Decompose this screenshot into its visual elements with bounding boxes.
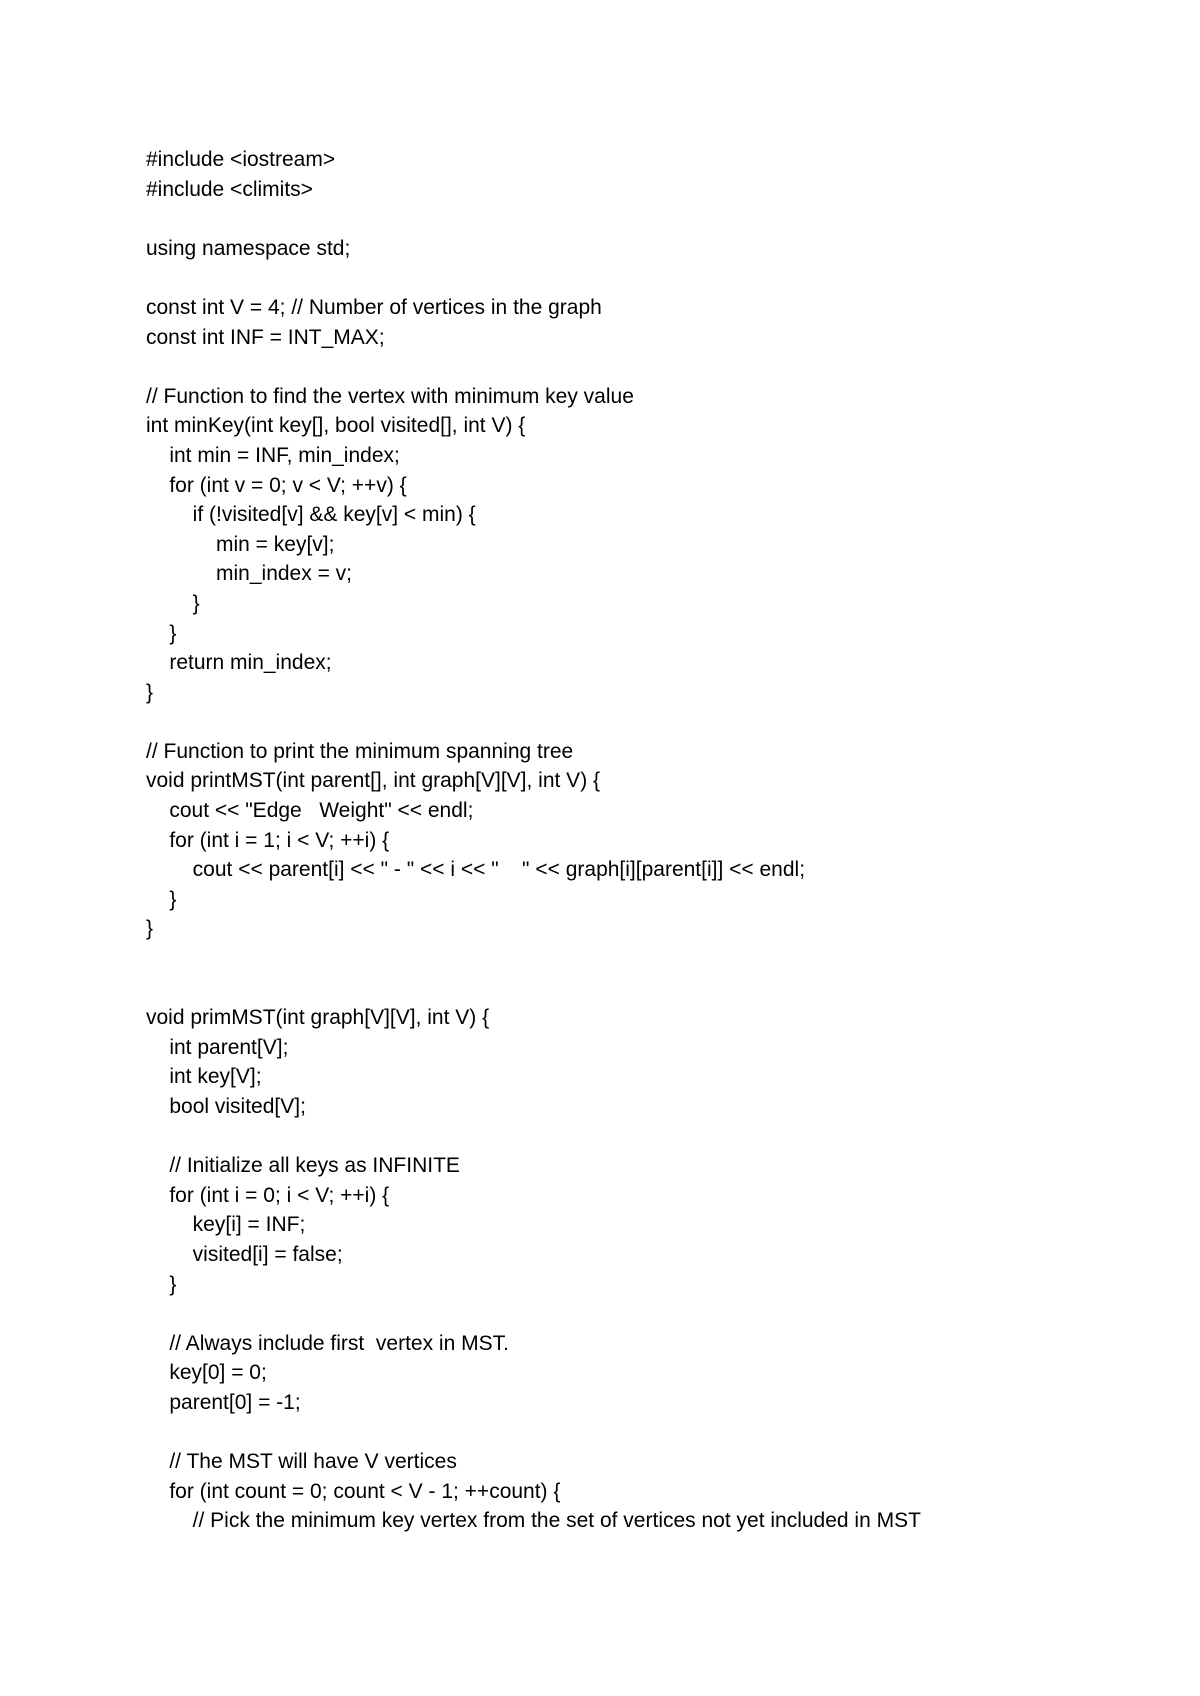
code-line: void printMST(int parent[], int graph[V][V], int V) { bbox=[146, 769, 601, 793]
code-line: // The MST will have V vertices bbox=[146, 1450, 457, 1474]
code-line: for (int i = 1; i < V; ++i) { bbox=[146, 828, 390, 852]
code-line: bool visited[V]; bbox=[146, 1095, 306, 1118]
code-line: key[0] = 0; bbox=[146, 1361, 267, 1385]
code-line: parent[0] = -1; bbox=[146, 1390, 301, 1414]
code-line: #include <climits> bbox=[146, 177, 313, 201]
code-line: int key[V]; bbox=[146, 1065, 262, 1089]
code-line: if (!visited[v] && key[v] < min) { bbox=[146, 503, 476, 527]
code-line: const int V = 4; // Number of vertices in the graph bbox=[146, 295, 602, 319]
code-line: int min = INF, min_index; bbox=[146, 443, 400, 467]
code-line: key[i] = INF; bbox=[146, 1213, 306, 1237]
code-line: cout << "Edge Weight" << endl; bbox=[146, 799, 474, 823]
code-line bbox=[146, 352, 1146, 382]
code-line: using namespace std; bbox=[146, 236, 351, 260]
code-line: // Pick the minimum key vertex from the set of vertices not yet included in MST bbox=[146, 1509, 921, 1533]
code-line: return min_index; bbox=[146, 651, 332, 675]
code-line bbox=[146, 1418, 1146, 1448]
code-line: for (int i = 0; i < V; ++i) { bbox=[146, 1183, 390, 1207]
code-listing bbox=[146, 145, 1146, 1536]
code-line: int parent[V]; bbox=[146, 1035, 289, 1059]
code-line: // Function to print the minimum spanning tree bbox=[146, 739, 574, 763]
code-line: for (int count = 0; count < V - 1; ++count) { bbox=[146, 1479, 561, 1503]
code-line: cout << parent[i] << " - " << i << " " << graph[i][parent[i]] << endl; bbox=[146, 858, 806, 882]
code-line: #include <iostream> bbox=[146, 148, 336, 171]
code-line: // Initialize all keys as INFINITE bbox=[146, 1154, 460, 1178]
code-line bbox=[146, 707, 1146, 737]
code-line: } bbox=[146, 680, 154, 704]
code-line: min = key[v]; bbox=[146, 532, 335, 556]
code-line bbox=[146, 944, 1146, 974]
code-line: } bbox=[146, 591, 200, 615]
code-line: for (int v = 0; v < V; ++v) { bbox=[146, 473, 407, 497]
code-line bbox=[146, 263, 1146, 293]
code-line: min_index = v; bbox=[146, 562, 353, 586]
code-line: } bbox=[146, 621, 177, 645]
code-line: } bbox=[146, 917, 154, 941]
code-line: } bbox=[146, 1272, 177, 1296]
code-line bbox=[146, 204, 1146, 234]
code-line: const int INF = INT_MAX; bbox=[146, 325, 385, 349]
code-line: void primMST(int graph[V][V], int V) { bbox=[146, 1006, 490, 1030]
code-line: } bbox=[146, 887, 177, 911]
code-line: // Always include first vertex in MST. bbox=[146, 1331, 509, 1355]
code-line: visited[i] = false; bbox=[146, 1242, 343, 1266]
code-line bbox=[146, 974, 1146, 1004]
code-line: int minKey(int key[], bool visited[], int V) { bbox=[146, 414, 526, 438]
code-line bbox=[146, 1299, 1146, 1329]
code-line: // Function to find the vertex with minimum key value bbox=[146, 384, 634, 408]
code-line bbox=[146, 1122, 1146, 1152]
